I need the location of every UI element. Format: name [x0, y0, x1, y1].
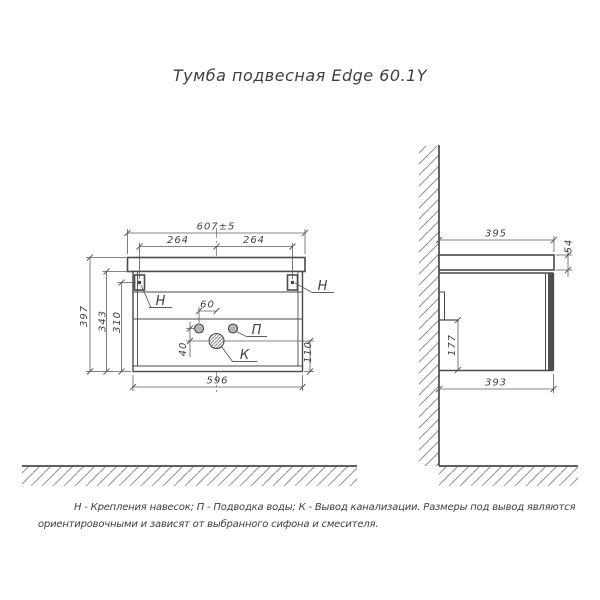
dim-hanger-height: 310	[112, 310, 123, 334]
wall-hatch	[419, 146, 439, 466]
drain-hole	[209, 334, 224, 349]
page-title: Тумба подвесная Edge 60.1Y	[172, 66, 428, 85]
footnote-line-2: ориентировочными и зависят от выбранного сифона и смесителя.	[38, 519, 379, 530]
callout-water-supply: П	[251, 323, 262, 338]
footnote-line-1: Н - Крепления навесок; П - Подводка воды; К - Вывод канализации. Размеры под вывод являются	[74, 502, 576, 513]
callout-hanger-left: Н	[155, 294, 166, 309]
dim-drain-height: 110	[303, 340, 314, 364]
water-supply-hole-left	[195, 324, 204, 333]
dim-overall-width: 607±5	[196, 221, 236, 233]
dim-top-thickness: 54	[563, 238, 575, 254]
dim-top-depth: 395	[484, 228, 508, 240]
ground-hatch-right	[439, 467, 578, 486]
dim-hanger-offset-left: 264	[166, 235, 190, 246]
dim-overall-height: 397	[79, 304, 90, 328]
dim-water-supply-offset: 60	[200, 299, 215, 311]
dim-drain-offset-down: 40	[178, 341, 189, 357]
countertop-front	[128, 258, 306, 272]
ground-hatch-left	[22, 467, 357, 486]
dim-body-height: 343	[97, 309, 109, 333]
hanger-dot-left	[138, 281, 141, 284]
callout-hanger-right: Н	[317, 279, 328, 294]
footnote	[38, 499, 578, 533]
dim-body-depth: 393	[484, 377, 508, 389]
hanger-dot-right	[291, 281, 294, 284]
dim-body-width: 596	[206, 375, 229, 387]
countertop-side	[439, 255, 554, 270]
door-front-panel	[548, 274, 554, 371]
callout-drain: К	[239, 348, 250, 363]
cabinet-body-front	[133, 272, 303, 372]
front-view	[128, 228, 306, 392]
dim-hanger-offset-right: 264	[242, 235, 266, 246]
dim-back-recess-height: 177	[447, 333, 458, 357]
water-supply-hole-right	[229, 324, 238, 333]
